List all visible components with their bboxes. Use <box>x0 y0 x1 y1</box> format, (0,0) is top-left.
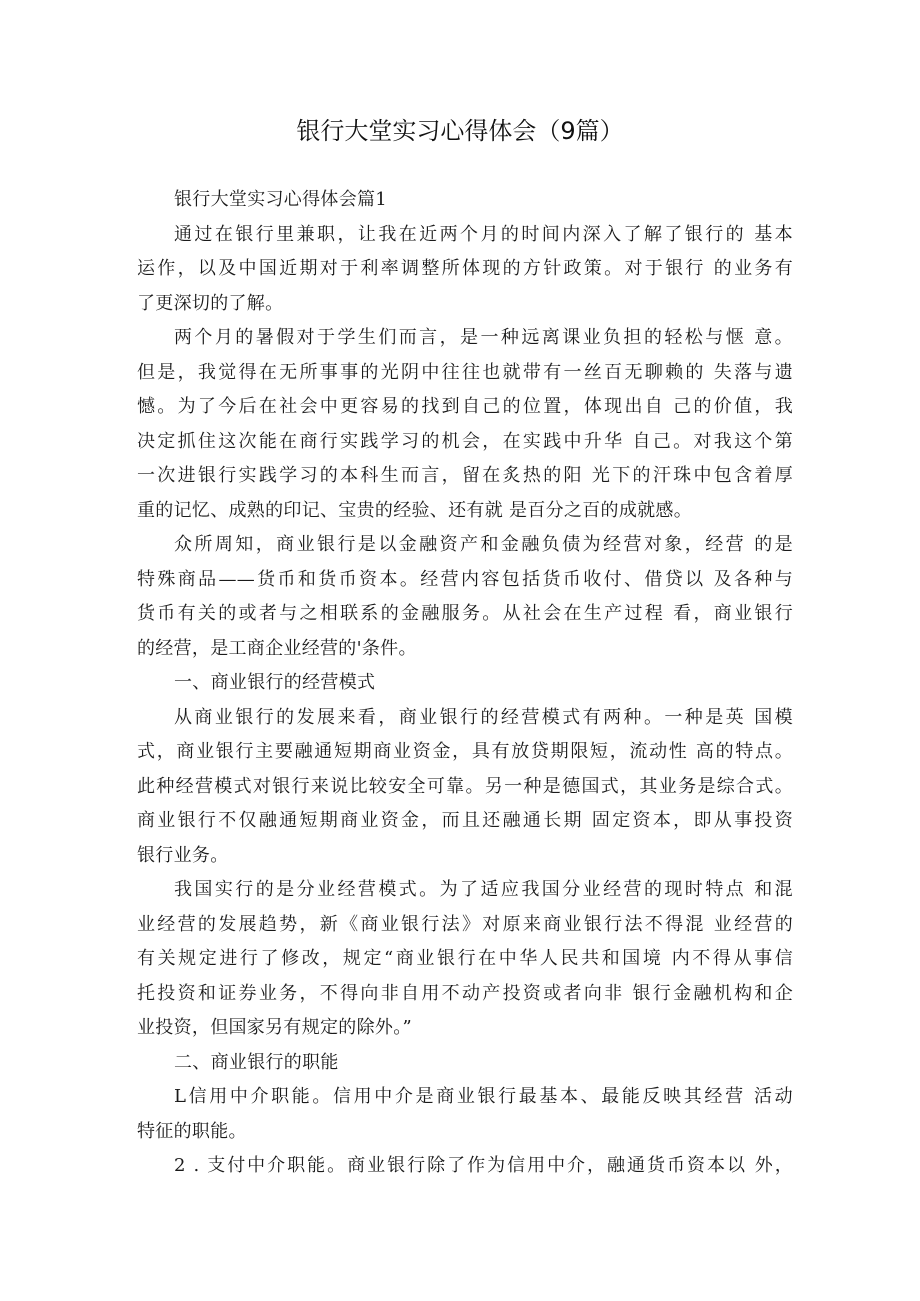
text-line: 托投资和证券业务，不得向非自用不动产投资或者向非 银行金融机构和企 <box>137 982 793 1004</box>
text-line: 我国实行的是分业经营模式。为了适应我国分业经营的现时特点 和混 <box>174 879 793 900</box>
text-line: 憾。为了今后在社会中更容易的找到自己的位置，体现出自 己的价值，我 <box>137 396 793 417</box>
text-line: 银行大堂实习心得体会篇1 <box>174 189 388 210</box>
text-line: 运作，以及中国近期对于利率调整所体现的方针政策。对于银行 的业务有 <box>137 258 793 279</box>
text-line: 商业银行不仅融通短期商业资金，而且还融通长期 固定资本，即从事投资 <box>137 810 793 831</box>
text-line: 一次进银行实践学习的本科生而言，留在炙热的阳 光下的汗珠中包含着厚 <box>137 465 793 486</box>
text-line: 重的记忆、成熟的印记、宝贵的经验、还有就 是百分之百的成就感。 <box>137 499 693 521</box>
text-line: 2 . 支付中介职能。商业银行除了作为信用中介，融通货币资本以 外， <box>174 1155 793 1176</box>
text-line: 通过在银行里兼职，让我在近两个月的时间内深入了解了银行的 基本 <box>174 223 793 245</box>
text-line: 众所周知，商业银行是以金融资产和金融负债为经营对象，经营 的是 <box>174 534 793 555</box>
text-line: 二、商业银行的职能 <box>174 1051 339 1073</box>
text-line: L信用中介职能。信用中介是商业银行最基本、最能反映其经营 活动 <box>174 1086 793 1107</box>
text-line: 货币有关的或者与之相联系的金融服务。从社会在生产过程 看，商业银行 <box>137 603 793 624</box>
text-line: 了更深切的了解。 <box>137 292 284 314</box>
text-line: 银行业务。 <box>137 844 229 866</box>
text-line: 特殊商品——货币和货币资本。经营内容包括货币收付、借贷以 及各种与 <box>137 568 793 590</box>
text-line: 业经营的发展趋势，新《商业银行法》对原来商业银行法不得混 业经营的 <box>137 913 793 935</box>
text-line: 的经营，是工商企业经营的'条件。 <box>137 637 417 659</box>
text-line: 特征的职能。 <box>137 1120 247 1142</box>
text-line: 业投资，但国家另有规定的除外。” <box>137 1017 413 1038</box>
text-line: 两个月的暑假对于学生们而言，是一种远离课业负担的轻松与惬 意。 <box>174 327 793 348</box>
document-title: 银行大堂实习心得体会（9篇） <box>296 117 624 145</box>
text-line: 从商业银行的发展来看，商业银行的经营模式有两种。一种是英 国模 <box>174 706 793 728</box>
text-line: 有关规定进行了修改，规定“商业银行在中华人民共和国境 内不得从事信 <box>137 948 793 969</box>
text-line: 决定抓住这次能在商行实践学习的机会，在实践中升华 自己。对我这个第 <box>137 430 793 452</box>
text-line: 此种经营模式对银行来说比较安全可靠。另一种是德国式，其业务是综合式。 <box>137 775 793 797</box>
text-line: 但是，我觉得在无所事事的光阴中往往也就带有一丝百无聊赖的 失落与遗 <box>137 361 793 383</box>
text-line: 式，商业银行主要融通短期商业资金，具有放贷期限短，流动性 高的特点。 <box>137 741 793 762</box>
document-body <box>137 183 793 1184</box>
text-line: 一、商业银行的经营模式 <box>174 672 376 693</box>
